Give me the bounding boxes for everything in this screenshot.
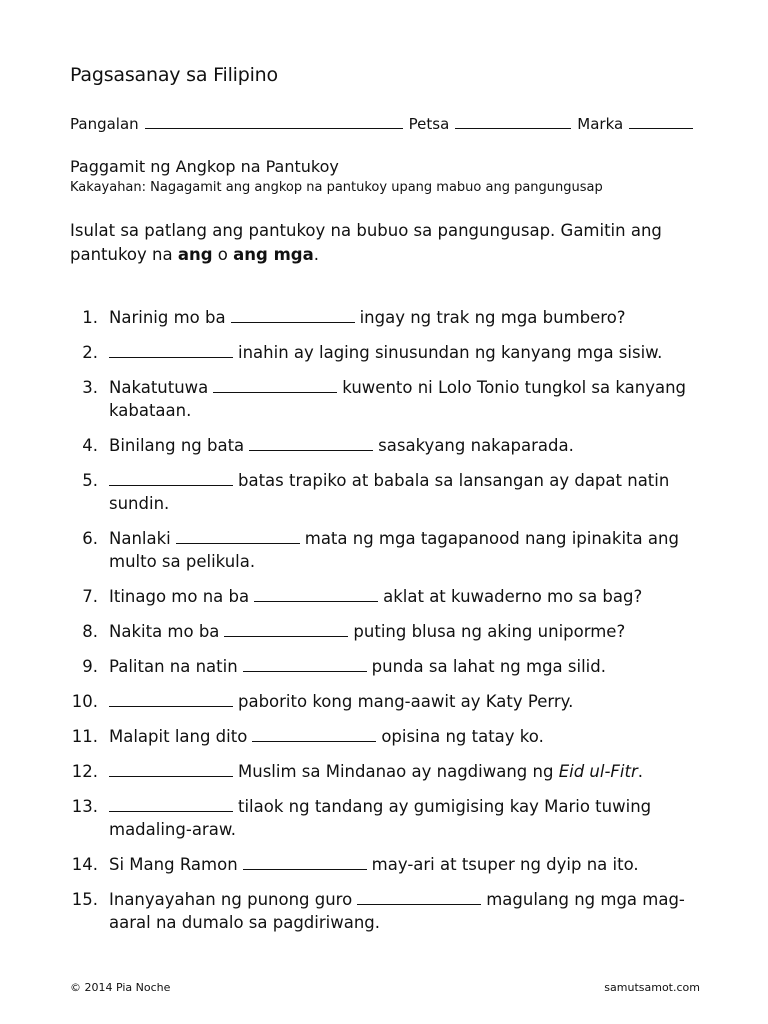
exercise-item — [70, 760, 710, 783]
item-number: 10. — [71, 692, 98, 711]
answer-blank[interactable] — [213, 376, 337, 393]
instructions-period: . — [313, 245, 319, 264]
date-label: Petsa — [408, 115, 450, 133]
item-number: 15. — [71, 890, 98, 909]
item-text-before: Itinago mo na ba — [109, 587, 250, 606]
name-label: Pangalan — [70, 115, 139, 133]
item-text-after: batas trapiko at babala sa lansangan ay dapat natin sundin. — [109, 471, 670, 513]
item-number: 3. — [82, 378, 98, 397]
item-text-after: punda sa lahat ng mga silid. — [371, 657, 606, 676]
item-text-tail: . — [637, 762, 643, 781]
item-text-before: Binilang ng bata — [109, 436, 245, 455]
answer-blank[interactable] — [243, 853, 367, 870]
item-number: 9. — [82, 657, 98, 676]
item-text-before: Palitan na natin — [109, 657, 238, 676]
answer-blank[interactable] — [249, 434, 373, 451]
exercise-item — [70, 306, 710, 329]
score-label: Marka — [577, 115, 624, 133]
item-text-after: tilaok ng tandang ay gumigising kay Mario tuwing madaling-araw. — [109, 797, 652, 839]
item-text-after: opisina ng tatay ko. — [381, 727, 544, 746]
answer-blank[interactable] — [109, 690, 233, 707]
instructions — [70, 219, 730, 267]
answer-blank[interactable] — [109, 469, 233, 486]
name-blank[interactable] — [145, 113, 403, 129]
answer-blank[interactable] — [357, 888, 481, 905]
item-text-before: Narinig mo ba — [109, 308, 226, 327]
exercise-item — [70, 725, 710, 748]
item-number: 7. — [82, 587, 98, 606]
exercise-item — [70, 620, 710, 643]
item-number: 2. — [82, 343, 98, 362]
answer-blank[interactable] — [231, 306, 355, 323]
item-number: 12. — [71, 762, 98, 781]
exercise-item — [70, 888, 710, 934]
item-text-after: aklat at kuwaderno mo sa bag? — [383, 587, 643, 606]
date-blank[interactable] — [455, 113, 571, 129]
student-info-fields — [70, 113, 720, 135]
answer-blank[interactable] — [109, 795, 233, 812]
section-title: Paggamit ng Angkop na Pantukoy — [70, 157, 339, 176]
item-text-after: Muslim sa Mindanao ay nagdiwang ng — [238, 762, 554, 781]
answer-blank[interactable] — [109, 341, 233, 358]
item-text-before: Si Mang Ramon — [109, 855, 238, 874]
item-number: 8. — [82, 622, 98, 641]
item-number: 6. — [82, 529, 98, 548]
score-blank[interactable] — [629, 113, 693, 129]
exercise-item — [70, 585, 710, 608]
option-ang-mga: ang mga — [233, 245, 314, 264]
exercise-item — [70, 434, 710, 457]
site-url: samutsamot.com — [604, 981, 700, 994]
item-text-before: Malapit lang dito — [109, 727, 248, 746]
item-number: 11. — [71, 727, 98, 746]
answer-blank[interactable] — [176, 527, 300, 544]
exercise-item — [70, 341, 710, 364]
exercise-item — [70, 853, 710, 876]
item-text-after: paborito kong mang-aawit ay Katy Perry. — [238, 692, 574, 711]
instructions-text: Isulat sa patlang ang pantukoy na bubuo sa pangungusap. Gamitin ang pantukoy na — [70, 221, 662, 264]
item-text-before: Nakatutuwa — [109, 378, 209, 397]
exercise-item — [70, 527, 710, 573]
copyright-notice: © 2014 Pia Noche — [70, 981, 171, 994]
item-number: 1. — [82, 308, 98, 327]
item-text-after: sasakyang nakaparada. — [378, 436, 574, 455]
skill-statement: Kakayahan: Nagagamit ang angkop na pantukoy upang mabuo ang pangungusap — [70, 180, 603, 195]
answer-blank[interactable] — [109, 760, 233, 777]
item-number: 4. — [82, 436, 98, 455]
item-number: 14. — [71, 855, 98, 874]
item-text-after: puting blusa ng aking uniporme? — [353, 622, 626, 641]
answer-blank[interactable] — [224, 620, 348, 637]
answer-blank[interactable] — [254, 585, 378, 602]
option-ang: ang — [177, 245, 213, 264]
item-italic-term: Eid ul-Fitr — [558, 762, 638, 781]
instructions-connector: o — [212, 245, 234, 264]
item-text-before: Inanyayahan ng punong guro — [109, 890, 353, 909]
exercise-list — [70, 306, 710, 946]
item-text-after: mata ng mga tagapanood nang ipinakita ang multo sa pelikula. — [109, 529, 679, 571]
answer-blank[interactable] — [252, 725, 376, 742]
exercise-item — [70, 655, 710, 678]
item-text-after: inahin ay laging sinusundan ng kanyang mga sisiw. — [238, 343, 663, 362]
item-text-before: Nakita mo ba — [109, 622, 220, 641]
exercise-item — [70, 469, 710, 515]
item-text-before: Nanlaki — [109, 529, 171, 548]
worksheet-title: Pagsasanay sa Filipino — [70, 64, 278, 86]
exercise-item — [70, 795, 710, 841]
item-text-after: kuwento ni Lolo Tonio tungkol sa kanyang kabataan. — [109, 378, 687, 420]
answer-blank[interactable] — [243, 655, 367, 672]
item-text-after: may-ari at tsuper ng dyip na ito. — [371, 855, 639, 874]
item-text-after: ingay ng trak ng mga bumbero? — [359, 308, 626, 327]
exercise-item — [70, 690, 710, 713]
item-text-after: magulang ng mga mag-aaral na dumalo sa pagdiriwang. — [109, 890, 685, 932]
item-number: 5. — [82, 471, 98, 490]
item-number: 13. — [71, 797, 98, 816]
exercise-item — [70, 376, 710, 422]
